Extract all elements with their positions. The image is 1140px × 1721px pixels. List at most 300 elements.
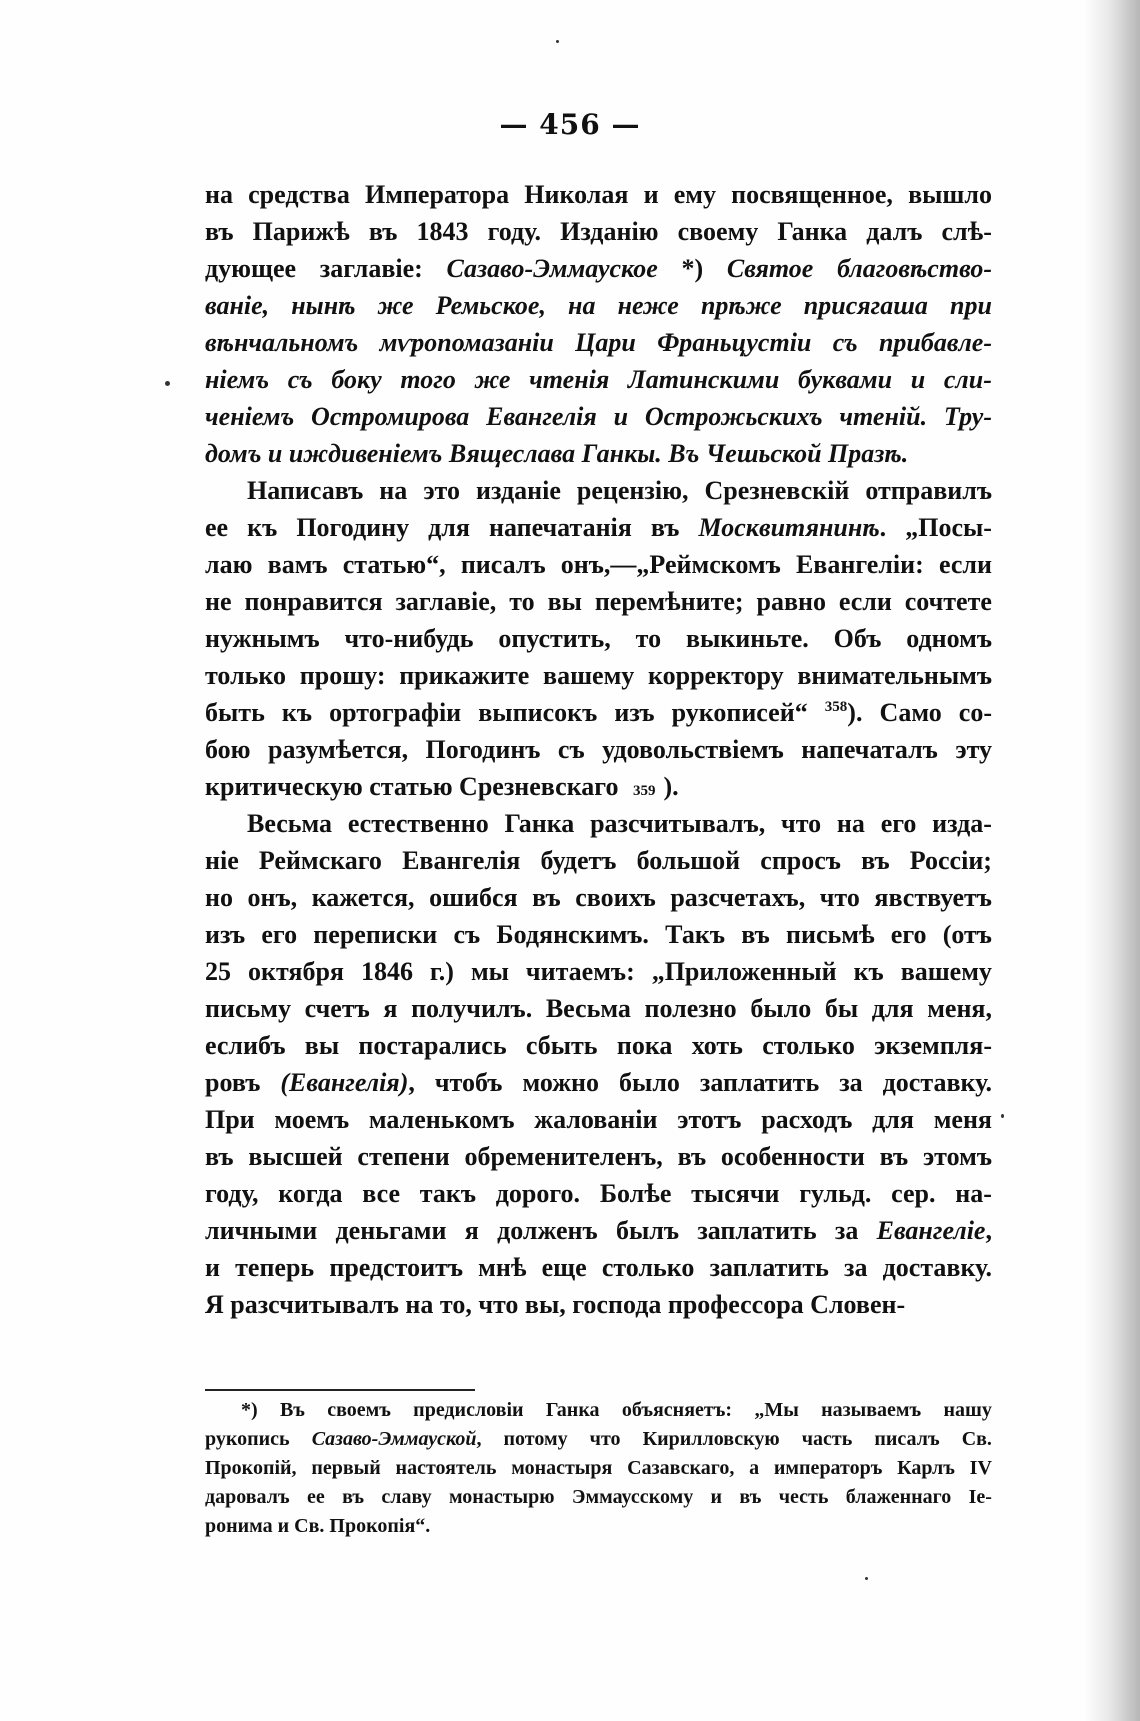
- word: Латинскими: [627, 365, 780, 394]
- word: я: [464, 1216, 479, 1245]
- word: вамъ: [267, 550, 328, 579]
- word: „Посы-: [905, 513, 992, 542]
- word: расходъ: [761, 1105, 853, 1134]
- word: и: [910, 365, 926, 394]
- word: этотъ: [677, 1105, 742, 1134]
- word: изъ: [614, 698, 655, 727]
- word: (Евангелія),: [280, 1068, 415, 1097]
- word: изданіе: [476, 476, 561, 505]
- word: 1843: [416, 217, 469, 246]
- word: ваніе,: [205, 291, 270, 320]
- text-line: [205, 990, 992, 1027]
- word: присягаша: [803, 291, 928, 320]
- word: Само: [879, 698, 942, 727]
- word: вы: [304, 1031, 340, 1060]
- text-line: [205, 694, 992, 731]
- word: и: [613, 402, 629, 431]
- scan-shadow-edge: [1084, 0, 1140, 1721]
- word: переписки: [313, 920, 438, 949]
- word: на: [836, 809, 865, 838]
- word: на: [205, 180, 233, 209]
- text-line: [205, 1101, 992, 1138]
- word: первый: [311, 1457, 381, 1479]
- word: если: [838, 587, 892, 616]
- word: своему: [677, 217, 759, 246]
- word: Бодянскимъ.: [496, 920, 649, 949]
- word: сбыть: [525, 1031, 598, 1060]
- word: „Приложенный: [651, 957, 837, 986]
- word: писалъ: [874, 1428, 940, 1450]
- word: въ: [532, 883, 561, 912]
- text-line: [205, 657, 992, 694]
- word: Тру-: [943, 402, 992, 431]
- word: Погодину: [296, 513, 410, 542]
- word: Евангелія: [402, 846, 521, 875]
- word: заплатить: [699, 1068, 820, 1097]
- word: Острожьскихъ: [644, 402, 823, 431]
- word: прѣже: [700, 291, 782, 320]
- word: Написавъ: [247, 476, 364, 505]
- word: мы: [470, 957, 509, 986]
- word: можно: [522, 1068, 600, 1097]
- word: большой: [636, 846, 741, 875]
- word: съ: [287, 365, 313, 394]
- word: Весьма: [247, 809, 333, 838]
- word: блаженнаго: [845, 1486, 952, 1508]
- text-line: [205, 398, 992, 435]
- word: объясняетъ:: [621, 1399, 733, 1421]
- word: Остромирова: [311, 402, 470, 431]
- word: степени: [357, 1142, 450, 1171]
- word: нужнымъ: [205, 624, 320, 653]
- word: своихъ: [575, 883, 656, 912]
- word: было: [619, 1068, 680, 1097]
- text-line: [205, 731, 992, 768]
- word: называемъ: [821, 1399, 922, 1421]
- word: статью“,: [342, 550, 446, 579]
- word: къ: [281, 698, 313, 727]
- word: слѣ-: [941, 217, 992, 246]
- word: писалъ: [460, 550, 546, 579]
- word: заглавіе:: [319, 254, 423, 283]
- word: Николая: [524, 180, 629, 209]
- word: пока: [616, 1031, 673, 1060]
- word: разсчетахъ,: [670, 883, 806, 912]
- text-segment: Я разсчитывалъ на то, что вы, господа профессора Словен-: [205, 1290, 906, 1319]
- word: и: [710, 1486, 723, 1508]
- word: счетъ: [304, 994, 370, 1023]
- word: часть: [801, 1428, 853, 1450]
- text-line: [205, 435, 992, 472]
- word: это: [423, 476, 460, 505]
- word: въ: [650, 513, 680, 542]
- word: Цари: [575, 328, 636, 357]
- italic-text: домъ и иждивеніемъ Вящеслава Ганкы. Въ Чешьской Празѣ.: [205, 439, 909, 468]
- word: октября: [247, 957, 344, 986]
- word: IV: [969, 1457, 992, 1479]
- word: Св.: [961, 1428, 992, 1450]
- word: доставку.: [882, 1068, 992, 1097]
- word: дорого.: [495, 1179, 581, 1208]
- word: что: [819, 883, 860, 912]
- word: славу: [381, 1486, 432, 1508]
- word: бою: [205, 735, 251, 764]
- word: его: [261, 920, 298, 949]
- word: при: [950, 291, 992, 320]
- word: за: [834, 1216, 859, 1245]
- word: году,: [205, 1179, 259, 1208]
- word: ортографіи: [329, 698, 462, 727]
- word: императоръ: [773, 1457, 883, 1479]
- scan-speck: [865, 1577, 868, 1580]
- word: далъ: [866, 217, 923, 246]
- word: даровалъ: [205, 1486, 290, 1508]
- word: честь: [778, 1486, 829, 1508]
- word: чтобъ: [434, 1068, 503, 1097]
- word: кажется,: [311, 883, 415, 912]
- footnote-line: [205, 1512, 992, 1541]
- word: Сазаво-Эммауское: [446, 254, 658, 283]
- word: году.: [487, 217, 542, 246]
- word: въ: [368, 217, 398, 246]
- word: въ: [205, 217, 234, 246]
- text-line: [205, 213, 992, 250]
- text-line: [205, 176, 992, 213]
- word: вышло: [908, 180, 992, 209]
- word: Эммаусскому: [571, 1486, 694, 1508]
- word: меня,: [927, 994, 992, 1023]
- word: дующее: [205, 254, 297, 283]
- word: монастырю: [448, 1486, 555, 1508]
- word: 1846: [360, 957, 413, 986]
- word: одномъ: [906, 624, 992, 653]
- word: мѵропомазаніи: [379, 328, 554, 357]
- word: онъ,: [247, 883, 298, 912]
- word: же: [377, 291, 414, 320]
- word: полезно: [644, 994, 737, 1023]
- word: его: [880, 809, 917, 838]
- word: ее: [306, 1486, 325, 1508]
- word: естественно: [347, 809, 489, 838]
- word: своемъ: [327, 1399, 391, 1421]
- word: за: [844, 1253, 868, 1282]
- text-line: [205, 916, 992, 953]
- word: благовѣство-: [837, 254, 992, 283]
- word: буквами: [798, 365, 893, 394]
- word: особенности: [720, 1142, 865, 1171]
- word: сочтете: [904, 587, 992, 616]
- word: явствуетъ: [874, 883, 992, 912]
- word: на: [568, 291, 596, 320]
- word: ошибся: [429, 883, 518, 912]
- word: разумѣется,: [268, 735, 409, 764]
- word: удовольствіемъ: [602, 735, 784, 764]
- word: съ: [453, 920, 481, 949]
- word: (отъ: [942, 920, 992, 949]
- word: Парижѣ: [252, 217, 350, 246]
- text-line: [205, 1286, 992, 1323]
- word: былъ: [615, 1216, 680, 1245]
- text-line: [205, 879, 992, 916]
- word: что: [589, 1428, 621, 1450]
- word: маленькомъ: [368, 1105, 515, 1134]
- word: столько: [762, 1031, 855, 1060]
- word: на: [379, 476, 408, 505]
- text-line: [205, 583, 992, 620]
- word: заглавіе,: [395, 587, 497, 616]
- word: чтенія: [529, 365, 610, 394]
- word: только: [205, 661, 287, 690]
- text-line: [205, 250, 992, 287]
- word: спросъ: [760, 846, 841, 875]
- word: вашему: [900, 957, 992, 986]
- word: тысячи: [691, 1179, 780, 1208]
- word: за: [839, 1068, 863, 1097]
- word: напечаталъ: [801, 735, 938, 764]
- word: меня: [933, 1105, 992, 1134]
- word: Карлъ: [897, 1457, 955, 1479]
- word: столько: [601, 1253, 695, 1282]
- word: а: [749, 1457, 760, 1479]
- word: напечатанія: [488, 513, 632, 542]
- word: прошу:: [299, 661, 386, 690]
- word: *): [241, 1399, 258, 1421]
- word: того: [400, 365, 456, 394]
- word: не: [205, 587, 232, 616]
- word: выкиньте.: [685, 624, 809, 653]
- word: Объ: [833, 624, 882, 653]
- footnote-line: [205, 1425, 992, 1454]
- word: посвященное,: [731, 180, 893, 209]
- word: этомъ: [922, 1142, 992, 1171]
- word: получилъ.: [411, 994, 533, 1023]
- word: предисловіи: [413, 1399, 524, 1421]
- word: опустить,: [498, 624, 611, 653]
- word: обременителенъ,: [464, 1142, 663, 1171]
- word: личными: [205, 1216, 318, 1245]
- word: для: [871, 994, 914, 1023]
- word: сер.: [891, 1179, 936, 1208]
- footnote-divider: [205, 1389, 475, 1391]
- word: Ганка: [504, 809, 575, 838]
- word: потому: [503, 1428, 568, 1450]
- word: вѣнчальномъ: [205, 328, 359, 357]
- word: Сазаво-Эммауской,: [311, 1428, 482, 1450]
- word: неже: [617, 291, 679, 320]
- word: мнѣ: [478, 1253, 527, 1282]
- word: нынѣ: [291, 291, 356, 320]
- word: если: [938, 550, 992, 579]
- word: внимательнымъ: [797, 661, 992, 690]
- scan-speck: [1001, 1114, 1004, 1118]
- word: Погодинъ: [425, 735, 541, 764]
- text-line: [205, 842, 992, 879]
- word: со-: [958, 698, 992, 727]
- word: прикажите: [399, 661, 530, 690]
- text-line: [205, 1212, 992, 1249]
- word: Прокопій,: [205, 1457, 297, 1479]
- word: долженъ: [497, 1216, 598, 1245]
- word: теперь: [235, 1253, 315, 1282]
- page-number: — 456 —: [499, 108, 641, 141]
- scan-speck: [556, 40, 559, 43]
- word: рукописей“: [671, 698, 808, 727]
- word: Ганка: [777, 217, 848, 246]
- word: понравится: [244, 587, 383, 616]
- word: изъ: [205, 920, 246, 949]
- word: и: [205, 1253, 220, 1282]
- word: Реймскаго: [258, 846, 382, 875]
- word: въ: [205, 1142, 234, 1171]
- word: что-нибудь: [344, 624, 474, 653]
- text-line: [205, 361, 992, 398]
- footnote-line: [205, 1483, 992, 1512]
- word: съ: [557, 735, 585, 764]
- word: боку: [331, 365, 382, 394]
- word: ченіемъ: [205, 402, 295, 431]
- text-line: [205, 287, 992, 324]
- word: будетъ: [540, 846, 617, 875]
- word: „Мы: [754, 1399, 799, 1421]
- word: Ганка: [545, 1399, 600, 1421]
- text-line: критическую статью Срезневскаго 359 ).: [205, 768, 992, 805]
- word: нашу: [943, 1399, 992, 1421]
- word: выписокъ: [478, 698, 598, 727]
- word: ровъ: [205, 1068, 261, 1097]
- word: Москвитянинѣ.: [698, 513, 887, 542]
- word: читаемъ:: [525, 957, 635, 986]
- word: ніемъ: [205, 365, 270, 394]
- word: но: [205, 883, 233, 912]
- word: еслибъ: [205, 1031, 286, 1060]
- word: лаю: [205, 550, 253, 579]
- word: къ: [247, 513, 278, 542]
- text-line: [205, 805, 992, 842]
- word: средства: [248, 180, 350, 209]
- word: Изданію: [560, 217, 659, 246]
- word: постарались: [358, 1031, 507, 1060]
- word: все: [362, 1179, 401, 1208]
- text-segment: ).: [663, 772, 679, 801]
- word: еще: [541, 1253, 587, 1282]
- word: 25: [205, 957, 231, 986]
- footnote: [205, 1396, 992, 1541]
- word: чтеній.: [839, 402, 928, 431]
- word: его: [890, 920, 927, 949]
- word: ее: [205, 513, 229, 542]
- footnote-line: [205, 1396, 992, 1425]
- word: Франьцустіи: [657, 328, 812, 357]
- scan-speck: [165, 381, 170, 386]
- word: заплатить: [697, 1216, 817, 1245]
- word: гульд.: [799, 1179, 872, 1208]
- word: монастыря: [511, 1457, 613, 1479]
- word: рукопись: [205, 1428, 290, 1450]
- word: 358).: [824, 698, 863, 727]
- word: въ: [342, 1486, 365, 1508]
- word: прибавле-: [878, 328, 992, 357]
- word: равно: [756, 587, 826, 616]
- word: Кирилловскую: [642, 1428, 780, 1450]
- word: для: [428, 513, 470, 542]
- word: для: [872, 1105, 914, 1134]
- word: Ремьское,: [435, 291, 546, 320]
- word: Святое: [726, 254, 814, 283]
- word: въ: [741, 920, 770, 949]
- word: эту: [955, 735, 992, 764]
- word: когда: [278, 1179, 343, 1208]
- word: хоть: [691, 1031, 743, 1060]
- word: г.): [429, 957, 454, 986]
- word: на-: [955, 1179, 992, 1208]
- word: высшей: [248, 1142, 343, 1171]
- word: Россіи;: [909, 846, 992, 875]
- word: Императора: [365, 180, 510, 209]
- word: жалованіи: [534, 1105, 658, 1134]
- footnote-line: [205, 1454, 992, 1483]
- text-line: [205, 472, 992, 509]
- word: настоятель: [395, 1457, 497, 1479]
- word: *): [681, 254, 704, 283]
- word: деньгами: [335, 1216, 447, 1245]
- text-line: [205, 1249, 992, 1286]
- text-line: [205, 1175, 992, 1212]
- text-line: [205, 509, 992, 546]
- word: Іе-: [968, 1486, 992, 1508]
- word: предстоитъ: [329, 1253, 464, 1282]
- word: вашему: [543, 661, 635, 690]
- text-segment: критическую статью Срезневскаго: [205, 772, 625, 801]
- word: и: [643, 180, 659, 209]
- word: письмѣ: [786, 920, 875, 949]
- word: было: [750, 994, 812, 1023]
- word: же: [474, 365, 511, 394]
- word: Болѣе: [599, 1179, 672, 1208]
- word: онъ,—„Реймскомъ: [560, 550, 781, 579]
- word: то: [509, 587, 535, 616]
- word: ніе: [205, 846, 239, 875]
- word: Весьма: [545, 994, 631, 1023]
- text-line: [205, 1064, 992, 1101]
- word: изда-: [932, 809, 992, 838]
- word: въ: [677, 1142, 707, 1171]
- word: доставку.: [882, 1253, 992, 1282]
- word: Сазавскаго,: [627, 1457, 735, 1479]
- word: Евангеліе,: [876, 1216, 992, 1245]
- word: сли-: [943, 365, 992, 394]
- text-line: [205, 1138, 992, 1175]
- word: что: [781, 809, 822, 838]
- text-line: [205, 953, 992, 990]
- word: моемъ: [274, 1105, 350, 1134]
- word: Евангеліи:: [795, 550, 924, 579]
- word: перемѣните;: [594, 587, 744, 616]
- word: При: [205, 1105, 255, 1134]
- word: въ: [879, 1142, 909, 1171]
- word: рецензію,: [576, 476, 689, 505]
- word: Евангелія: [486, 402, 597, 431]
- word: въ: [861, 846, 890, 875]
- word: письму: [205, 994, 291, 1023]
- word: корректору: [648, 661, 784, 690]
- word: къ: [853, 957, 884, 986]
- word: быть: [205, 698, 265, 727]
- word: Срезневскій: [704, 476, 850, 505]
- word: отправилъ: [865, 476, 992, 505]
- word: разсчитывалъ,: [590, 809, 766, 838]
- text-segment: ронима и Св. Прокопія“.: [205, 1515, 431, 1537]
- word: я: [383, 994, 398, 1023]
